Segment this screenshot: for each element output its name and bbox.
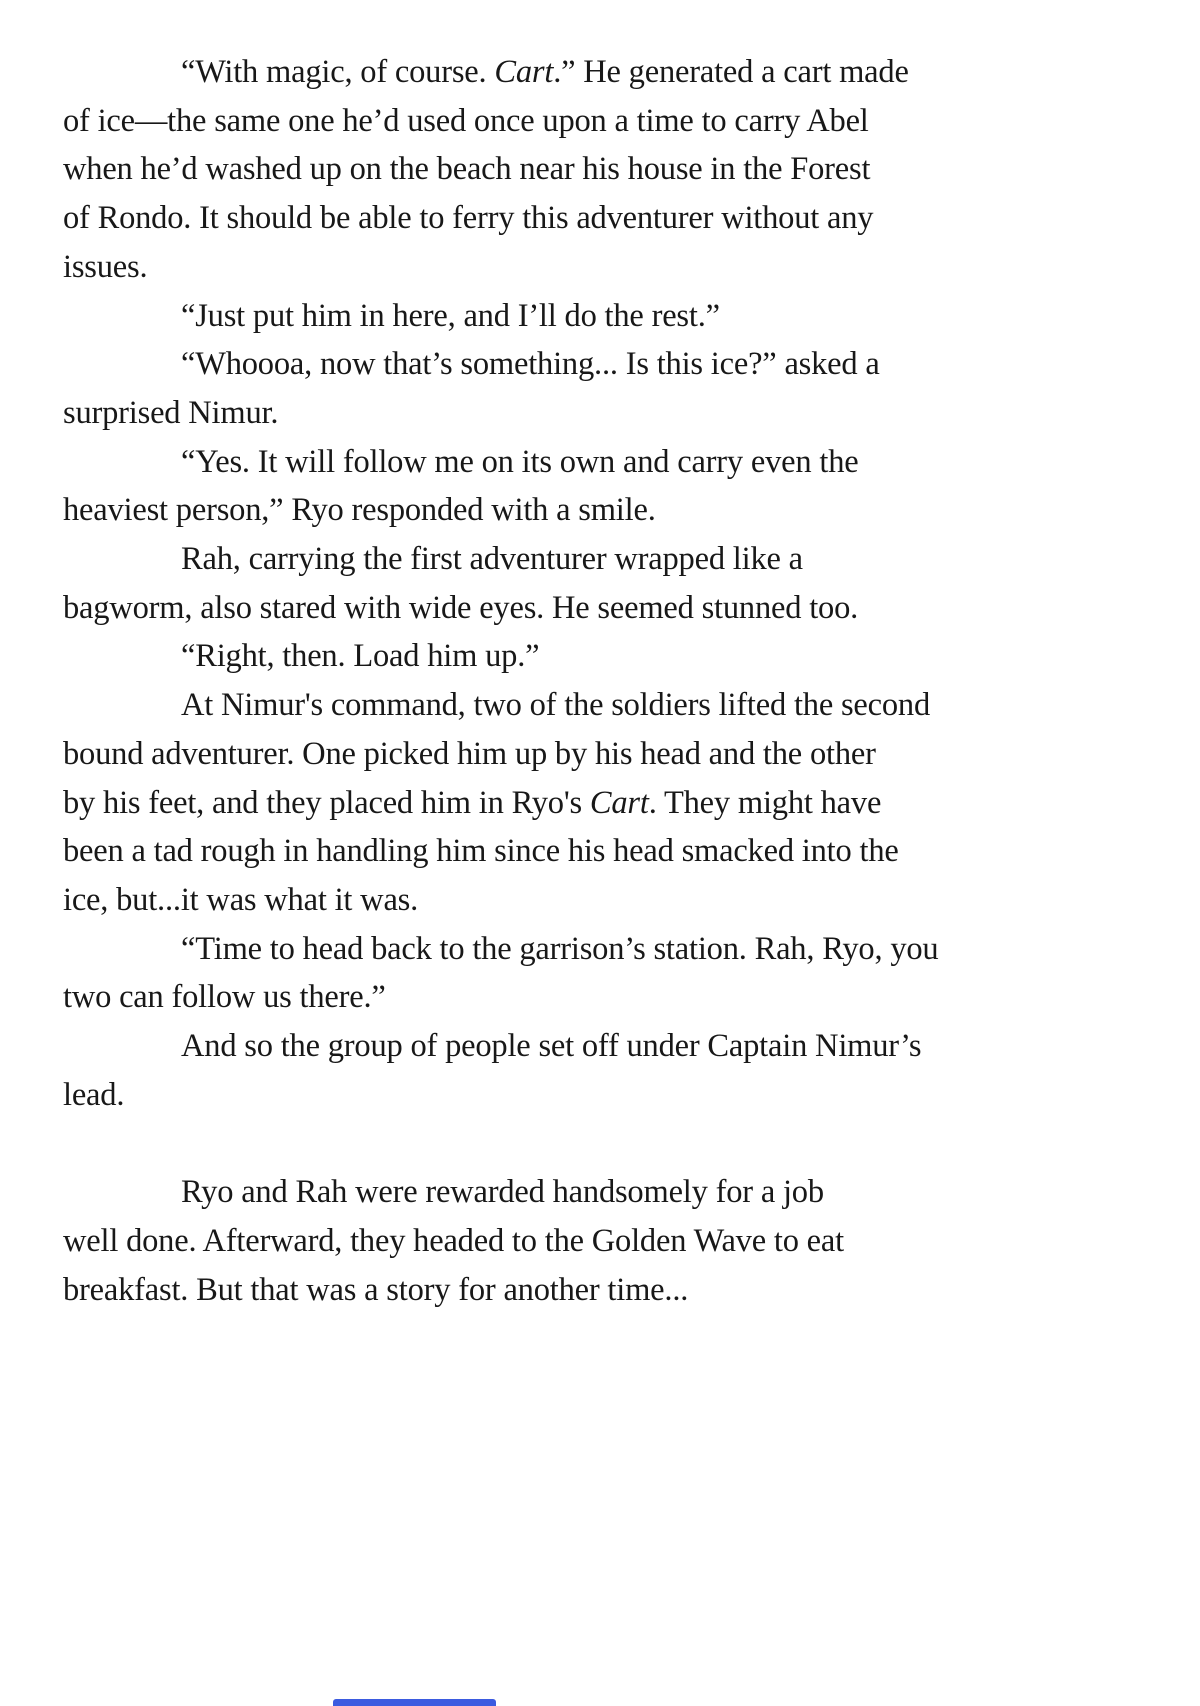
- text-segment: “With magic, of course.: [181, 54, 495, 90]
- text-line: [63, 584, 1158, 633]
- text-segment: “Whoooa, now that’s something... Is this ice?” asked a: [181, 346, 880, 383]
- text-segment: two can follow us there.”: [63, 979, 386, 1016]
- text-line: [63, 340, 1158, 389]
- text-segment: ice, but...it was what it was.: [63, 881, 419, 918]
- text-segment: And so the group of people set off under Captain Nimur’s: [181, 1028, 922, 1065]
- text-segment: breakfast. But that was a story for another time...: [63, 1271, 689, 1308]
- text-line: [63, 535, 1158, 584]
- text-line: [63, 1217, 1158, 1266]
- text-line: [63, 730, 1158, 779]
- text-segment: “Yes. It will follow me on its own and carry even the: [181, 443, 859, 480]
- text-line: [63, 243, 1158, 292]
- text-line: [63, 1022, 1158, 1071]
- text-line: [63, 779, 1158, 828]
- text-segment: of Rondo. It should be able to ferry this adventurer without any: [63, 200, 874, 237]
- text-line: [63, 632, 1158, 681]
- text-line: [63, 1168, 1158, 1217]
- text-segment: bound adventurer. One picked him up by his head and the other: [63, 735, 876, 772]
- text-line: [63, 681, 1158, 730]
- page-text: [63, 48, 1158, 1314]
- blank-line: [63, 1119, 1158, 1168]
- italic-text-segment: Cart: [589, 784, 649, 821]
- text-line: [63, 97, 1158, 146]
- text-line: [63, 973, 1158, 1022]
- text-line: [63, 1266, 1158, 1315]
- text-line: [63, 1071, 1158, 1120]
- text-segment: “Right, then. Load him up.”: [181, 638, 540, 675]
- text-segment: bagworm, also stared with wide eyes. He seemed stunned too.: [63, 589, 859, 626]
- text-segment: Ryo and Rah were rewarded handsomely for a job: [181, 1174, 824, 1211]
- text-line: [63, 876, 1158, 925]
- text-line: [63, 438, 1158, 487]
- text-line: [63, 48, 1158, 97]
- text-segment: been a tad rough in handling him since his head smacked into the: [63, 833, 899, 870]
- text-line: [63, 292, 1158, 341]
- text-segment: issues.: [63, 248, 148, 285]
- text-line: [63, 194, 1158, 243]
- text-line: [63, 827, 1158, 876]
- text-segment: Rah, carrying the first adventurer wrapped like a: [181, 541, 803, 578]
- text-segment: “Time to head back to the garrison’s station. Rah, Ryo, you: [181, 930, 939, 967]
- text-segment: when he’d washed up on the beach near his house in the Forest: [63, 151, 871, 188]
- text-segment: well done. Afterward, they headed to the Golden Wave to eat: [63, 1222, 844, 1259]
- text-segment: heaviest person,” Ryo responded with a smile.: [63, 492, 656, 529]
- text-line: [63, 925, 1158, 974]
- text-segment: lead.: [63, 1076, 125, 1113]
- progress-indicator: [333, 1699, 496, 1706]
- text-line: [63, 389, 1158, 438]
- text-segment: . They might have: [648, 784, 882, 821]
- text-segment: of ice—the same one he’d used once upon a time to carry Abel: [63, 102, 869, 139]
- text-segment: .” He generated a cart made: [553, 54, 909, 90]
- text-line: [63, 486, 1158, 535]
- text-segment: surprised Nimur.: [63, 394, 279, 431]
- text-segment: “Just put him in here, and I’ll do the rest.”: [181, 297, 720, 334]
- text-line: [63, 145, 1158, 194]
- italic-text-segment: Cart: [494, 54, 554, 90]
- text-segment: by his feet, and they placed him in Ryo's: [63, 784, 590, 821]
- text-segment: At Nimur's command, two of the soldiers lifted the second: [181, 687, 931, 724]
